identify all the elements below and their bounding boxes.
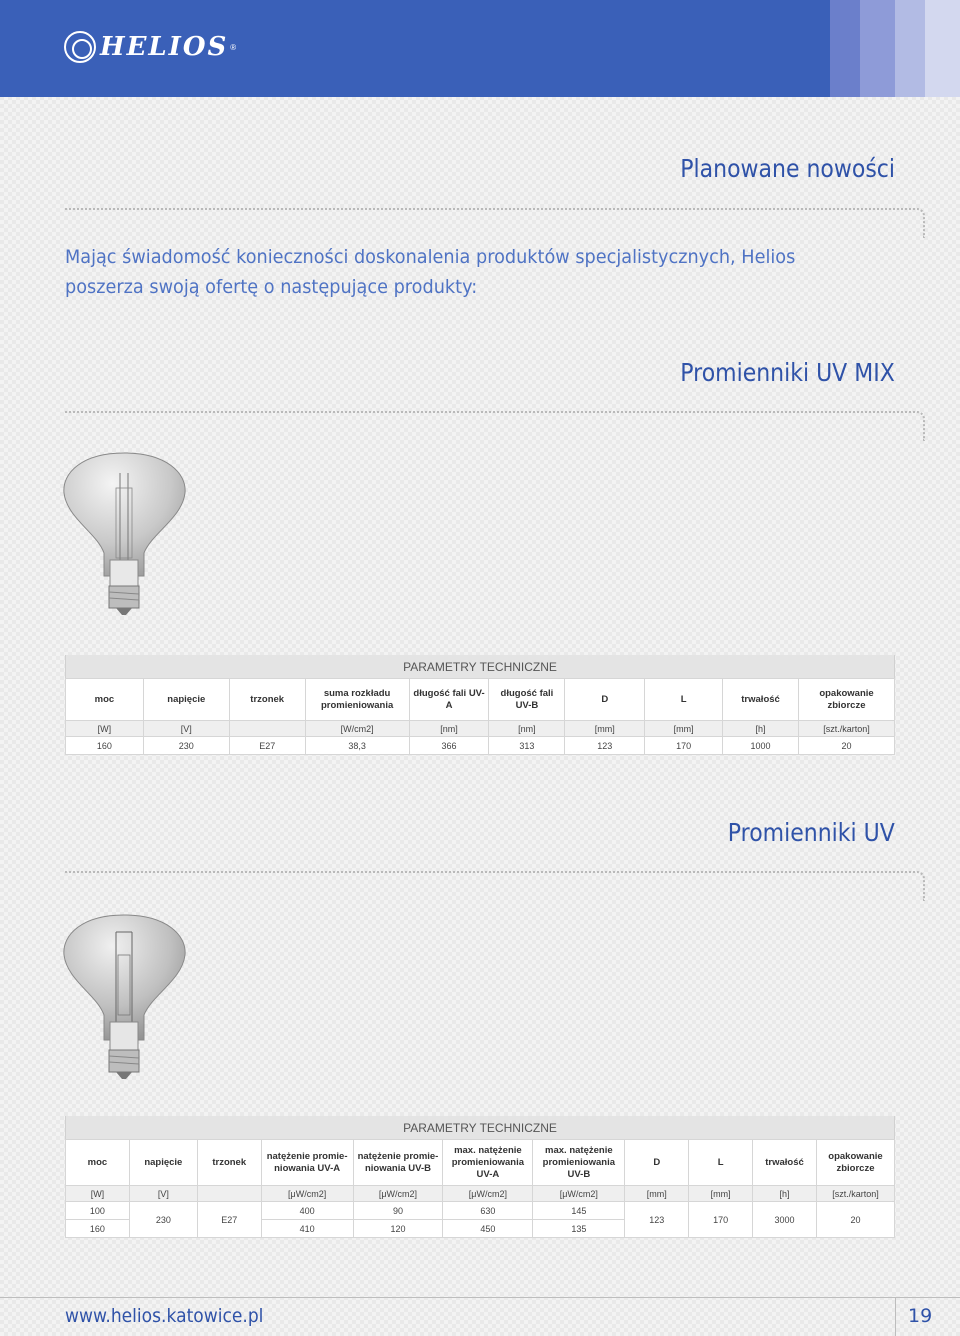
unit-cell: [μW/cm2]: [261, 1186, 353, 1202]
header-cell: moc: [66, 1140, 130, 1186]
table-title: PARAMETRY TECHNICZNE: [65, 1116, 895, 1139]
table-cell: 135: [533, 1220, 625, 1238]
table-cell: 630: [443, 1202, 533, 1220]
unit-cell: [szt./karton]: [816, 1186, 894, 1202]
table-cell: 450: [443, 1220, 533, 1238]
header-cell: D: [565, 679, 645, 721]
header-cell: natężenie promie-niowania UV-A: [261, 1140, 353, 1186]
table-cell: E27: [197, 1202, 261, 1238]
unit-cell: [mm]: [625, 1186, 689, 1202]
section-title-uv: Promienniki UV: [728, 818, 895, 847]
table-cell: E27: [229, 737, 305, 755]
table-cell: 160: [66, 1220, 130, 1238]
unit-cell: [μW/cm2]: [443, 1186, 533, 1202]
table-header-row: [66, 679, 895, 721]
uv-mix-lamp-image: [62, 448, 187, 616]
unit-cell: [W]: [66, 1186, 130, 1202]
header-stripe: [860, 0, 895, 97]
table-row: [66, 737, 895, 755]
unit-cell: [mm]: [565, 721, 645, 737]
table-cell: 20: [799, 737, 895, 755]
table-cell: 410: [261, 1220, 353, 1238]
header-cell: natężenie promie-niowania UV-B: [353, 1140, 443, 1186]
table-cell: 400: [261, 1202, 353, 1220]
section-divider: [65, 411, 925, 441]
uv-parameters-table: [65, 1139, 895, 1238]
table-units-row: [66, 721, 895, 737]
unit-cell: [szt./karton]: [799, 721, 895, 737]
unit-cell: [μW/cm2]: [533, 1186, 625, 1202]
unit-cell: [W/cm2]: [305, 721, 409, 737]
uv-mix-parameters-table: [65, 678, 895, 755]
section-title-uv-mix: Promienniki UV MIX: [680, 358, 895, 387]
header-cell: napięcie: [143, 679, 229, 721]
table-cell: 120: [353, 1220, 443, 1238]
section-divider: [65, 871, 925, 901]
section-divider: [65, 208, 925, 238]
table-cell: 123: [565, 737, 645, 755]
unit-cell: [229, 721, 305, 737]
unit-cell: [h]: [723, 721, 799, 737]
table-cell: 170: [689, 1202, 753, 1238]
header-stripe: [925, 0, 960, 97]
logo-text: HELIOS: [100, 32, 229, 62]
header-cell: L: [689, 1140, 753, 1186]
table-cell: 1000: [723, 737, 799, 755]
logo-registered-mark: ®: [230, 42, 237, 52]
table-cell: 160: [66, 737, 144, 755]
intro-text: Mając świadomość konieczności doskonalenia produktów specjalistycznych, Helios poszerza swoją ofertę o następujące produkty:: [65, 246, 796, 298]
unit-cell: [V]: [129, 1186, 197, 1202]
header-cell: opakowanie zbiorcze: [816, 1140, 894, 1186]
footer-website-link[interactable]: www.helios.katowice.pl: [65, 1305, 264, 1327]
header-cell: suma rozkładu promieniowania: [305, 679, 409, 721]
table-cell: 100: [66, 1202, 130, 1220]
uv-lamp-image: [62, 910, 187, 1080]
table-cell: 20: [816, 1202, 894, 1238]
header-cell: L: [645, 679, 723, 721]
helios-logo: [64, 30, 236, 64]
table-cell: 313: [489, 737, 565, 755]
table-cell: 170: [645, 737, 723, 755]
unit-cell: [W]: [66, 721, 144, 737]
table-row: [66, 1202, 895, 1220]
unit-cell: [V]: [143, 721, 229, 737]
unit-cell: [nm]: [409, 721, 489, 737]
table-title: PARAMETRY TECHNICZNE: [65, 655, 895, 678]
unit-cell: [μW/cm2]: [353, 1186, 443, 1202]
header-cell: długość fali UV-B: [489, 679, 565, 721]
unit-cell: [197, 1186, 261, 1202]
table-units-row: [66, 1186, 895, 1202]
header-cell: max. natężenie promieniowania UV-A: [443, 1140, 533, 1186]
header-cell: długość fali UV-A: [409, 679, 489, 721]
header-cell: moc: [66, 679, 144, 721]
header-cell: max. natężenie promieniowania UV-B: [533, 1140, 625, 1186]
helios-logo-icon: [64, 31, 96, 63]
table-cell: 3000: [753, 1202, 817, 1238]
footer-divider: [895, 1297, 896, 1336]
header-cell: trwałość: [723, 679, 799, 721]
unit-cell: [mm]: [645, 721, 723, 737]
unit-cell: [nm]: [489, 721, 565, 737]
header-cell: napięcie: [129, 1140, 197, 1186]
table-cell: 230: [143, 737, 229, 755]
header-cell: trwałość: [753, 1140, 817, 1186]
unit-cell: [h]: [753, 1186, 817, 1202]
table-cell: 230: [129, 1202, 197, 1238]
page-title: Planowane nowości: [680, 154, 895, 183]
page-number: 19: [908, 1305, 933, 1327]
header-cell: D: [625, 1140, 689, 1186]
header-stripe: [830, 0, 860, 97]
table-cell: 123: [625, 1202, 689, 1238]
table-cell: 366: [409, 737, 489, 755]
header-bar: [0, 0, 960, 97]
header-cell: trzonek: [229, 679, 305, 721]
header-cell: opakowanie zbiorcze: [799, 679, 895, 721]
header-cell: trzonek: [197, 1140, 261, 1186]
table-cell: 38,3: [305, 737, 409, 755]
table-cell: 145: [533, 1202, 625, 1220]
unit-cell: [mm]: [689, 1186, 753, 1202]
table-header-row: [66, 1140, 895, 1186]
table-cell: 90: [353, 1202, 443, 1220]
footer-divider: [0, 1297, 960, 1298]
header-stripe: [895, 0, 925, 97]
